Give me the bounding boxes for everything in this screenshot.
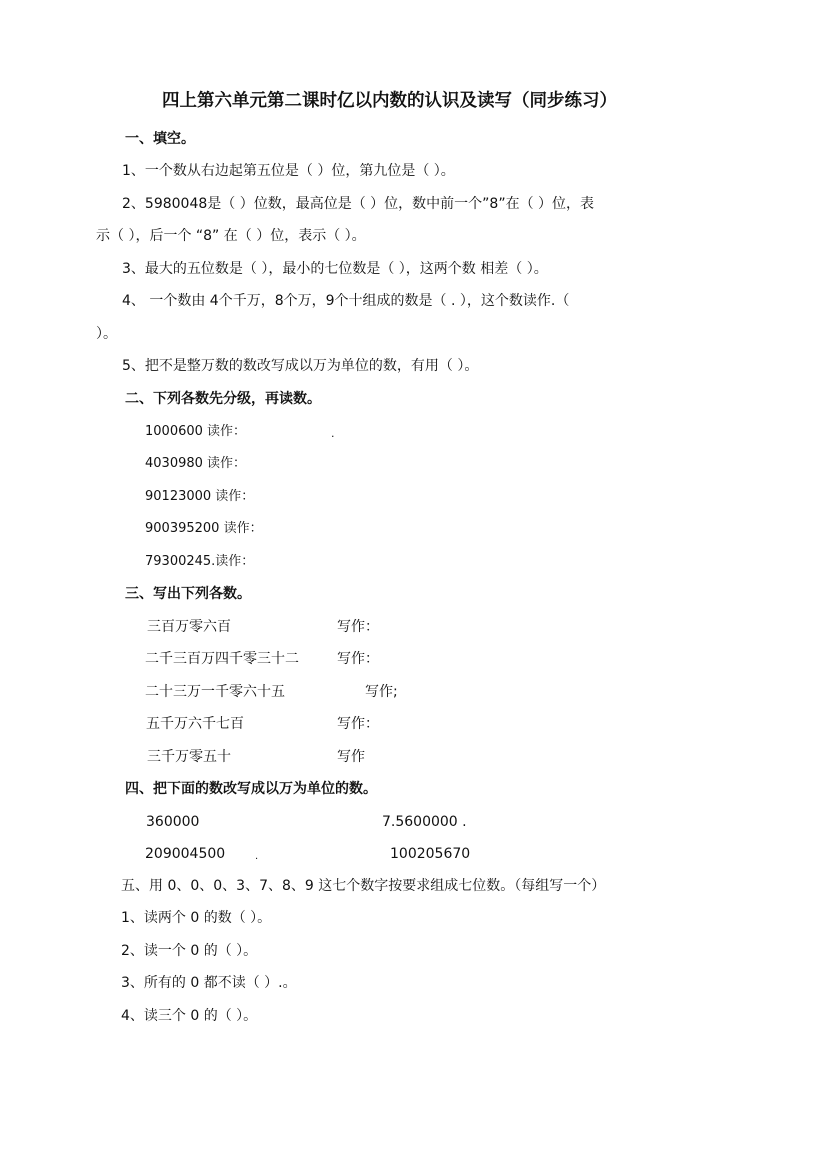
write-item-3-label: 写作; — [365, 684, 398, 700]
convert-dot: . — [255, 851, 259, 862]
read-item-dot: . — [331, 427, 335, 440]
section-3-heading: 三、写出下列各数。 — [125, 586, 251, 602]
question-1-4-line1: 4、 一个数由 4个千万，8个万，9个十组成的数是（ . ），这个数读作.（ — [122, 293, 570, 309]
write-item-3-text: 二十三万一千零六十五 — [145, 684, 285, 700]
read-item-3: 90123000 读作： — [145, 489, 255, 504]
question-1-5: 5、把不是整万数的数改写成以万为单位的数，有用（ ）。 — [122, 358, 479, 374]
read-item-1: 1000600 读作： — [145, 424, 247, 439]
write-item-2-label: 写作： — [337, 651, 379, 667]
question-1-2-line2: 示（ ），后一个 “8” 在（ ）位，表示（ ）。 — [96, 228, 366, 244]
read-item-4: 900395200 读作： — [145, 521, 263, 536]
question-5-2: 2、读一个 0 的（ ）。 — [121, 943, 258, 959]
write-item-2-text: 二千三百万四千零三十二 — [145, 651, 299, 667]
question-1-2-line1: 2、5980048是（ ）位数，最高位是（ ）位，数中前一个”8”在（ ）位，表 — [122, 196, 595, 212]
section-4-heading: 四、把下面的数改写成以万为单位的数。 — [125, 781, 377, 797]
convert-number-4: 100205670 — [390, 846, 471, 862]
section-1-heading: 一、填空。 — [125, 131, 195, 147]
convert-number-3: 209004500 — [145, 846, 226, 862]
write-item-4-text: 五千万六千七百 — [146, 716, 244, 732]
write-item-5-label: 写作 — [337, 749, 365, 765]
question-1-4-line2: ）。 — [96, 326, 117, 342]
question-5-1: 1、读两个 0 的数（ ）。 — [121, 910, 272, 926]
write-item-5-text: 三千万零五十 — [147, 749, 231, 765]
question-1-3: 3、最大的五位数是（ ），最小的七位数是（ ），这两个数 相差（ ）。 — [122, 261, 548, 277]
write-item-4-label: 写作： — [337, 716, 379, 732]
write-item-1-label: 写作： — [337, 619, 379, 635]
convert-number-1: 360000 — [146, 814, 200, 830]
write-item-1-text: 三百万零六百 — [147, 619, 231, 635]
page-title: 四上第六单元第二课时亿以内数的认识及读写（同步练习） — [162, 91, 617, 111]
read-item-2: 4030980 读作： — [145, 456, 247, 471]
question-5-4: 4、读三个 0 的（ ）。 — [121, 1008, 258, 1024]
question-5-3: 3、所有的 0 都不读（ ）.。 — [121, 975, 297, 991]
question-1-1: 1、一个数从右边起第五位是（ ）位，第九位是（ ）。 — [122, 163, 455, 179]
convert-number-2: 7.5600000 . — [382, 814, 467, 830]
read-item-5: 79300245.读作： — [145, 554, 255, 569]
section-2-heading: 二、下列各数先分级，再读数。 — [125, 391, 321, 407]
section-5-heading: 五、用 0、0、0、3、7、8、9 这七个数字按要求组成七位数。（每组写一个） — [121, 878, 606, 894]
